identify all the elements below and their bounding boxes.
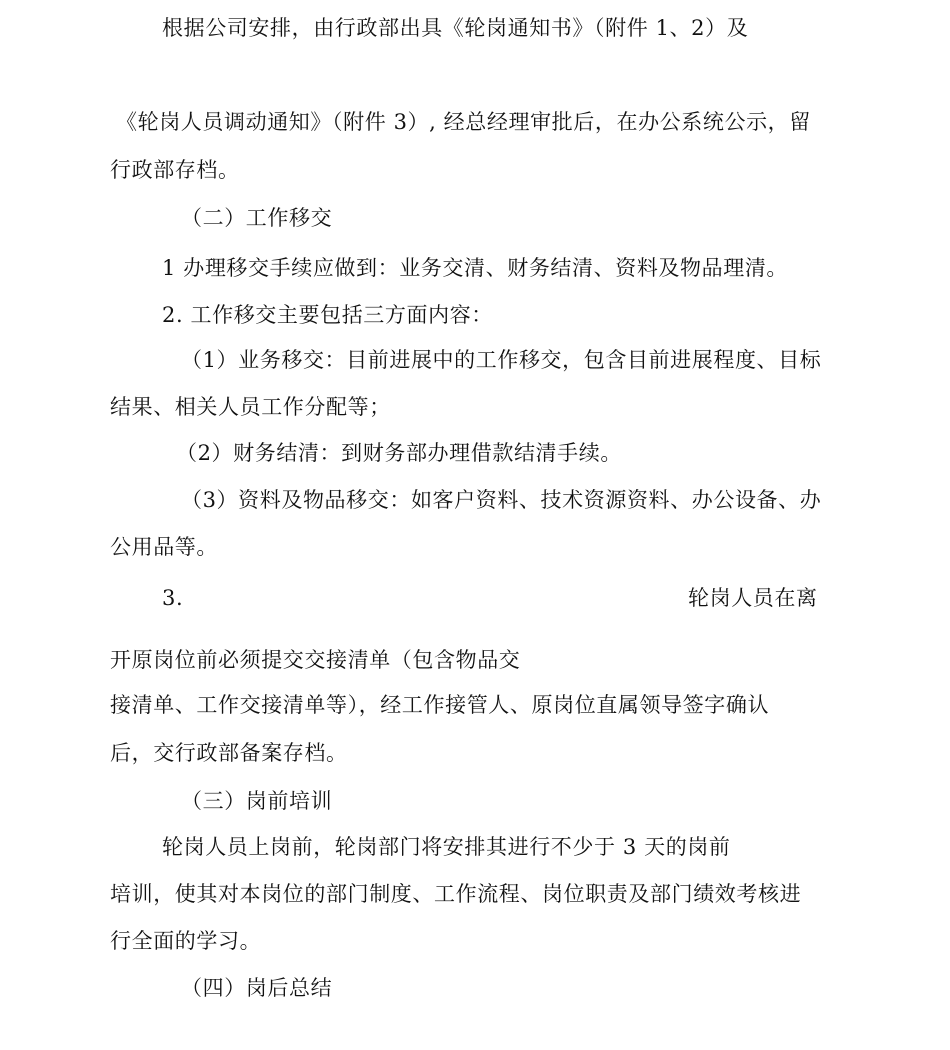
paragraph-line: （1）业务移交：目前进展中的工作移交，包含目前进展程度、目标 <box>181 348 822 372</box>
paragraph-line: 轮岗人员在离 <box>688 586 818 610</box>
paragraph-line: 行政部存档。 <box>110 158 240 182</box>
section-heading: （四）岗后总结 <box>181 976 333 1000</box>
paragraph-line: 培训，使其对本岗位的部门制度、工作流程、岗位职责及部门绩效考核进 <box>110 882 802 906</box>
paragraph-line: 1 办理移交手续应做到：业务交清、财务结清、资料及物品理清。 <box>162 256 789 280</box>
paragraph-line: 《轮岗人员调动通知》（附件 3）, 经总经理审批后，在办公系统公示，留 <box>116 110 811 134</box>
paragraph-line: （3）资料及物品移交：如客户资料、技术资源资料、办公设备、办 <box>181 488 822 512</box>
paragraph-line: 结果、相关人员工作分配等； <box>110 395 391 419</box>
paragraph-line: 开原岗位前必须提交交接清单（包含物品交 <box>110 648 521 672</box>
paragraph-line: 公用品等。 <box>110 535 218 559</box>
paragraph-line: 根据公司安排，由行政部出具《轮岗通知书》（附件 1、2）及 <box>162 16 749 40</box>
paragraph-line: 2. 工作移交主要包括三方面内容： <box>162 303 493 327</box>
paragraph-line: 接清单、工作交接清单等），经工作接管人、原岗位直属领导签字确认 <box>110 693 770 717</box>
paragraph-line: （2）财务结清：到财务部办理借款结清手续。 <box>176 441 622 465</box>
list-number: 3. <box>162 586 184 610</box>
section-heading: （二）工作移交 <box>181 206 333 230</box>
paragraph-line: 后，交行政部备案存档。 <box>110 741 348 765</box>
section-heading: （三）岗前培训 <box>181 789 333 813</box>
paragraph-line: 轮岗人员上岗前，轮岗部门将安排其进行不少于 3 天的岗前 <box>162 835 731 859</box>
paragraph-line: 行全面的学习。 <box>110 929 262 953</box>
